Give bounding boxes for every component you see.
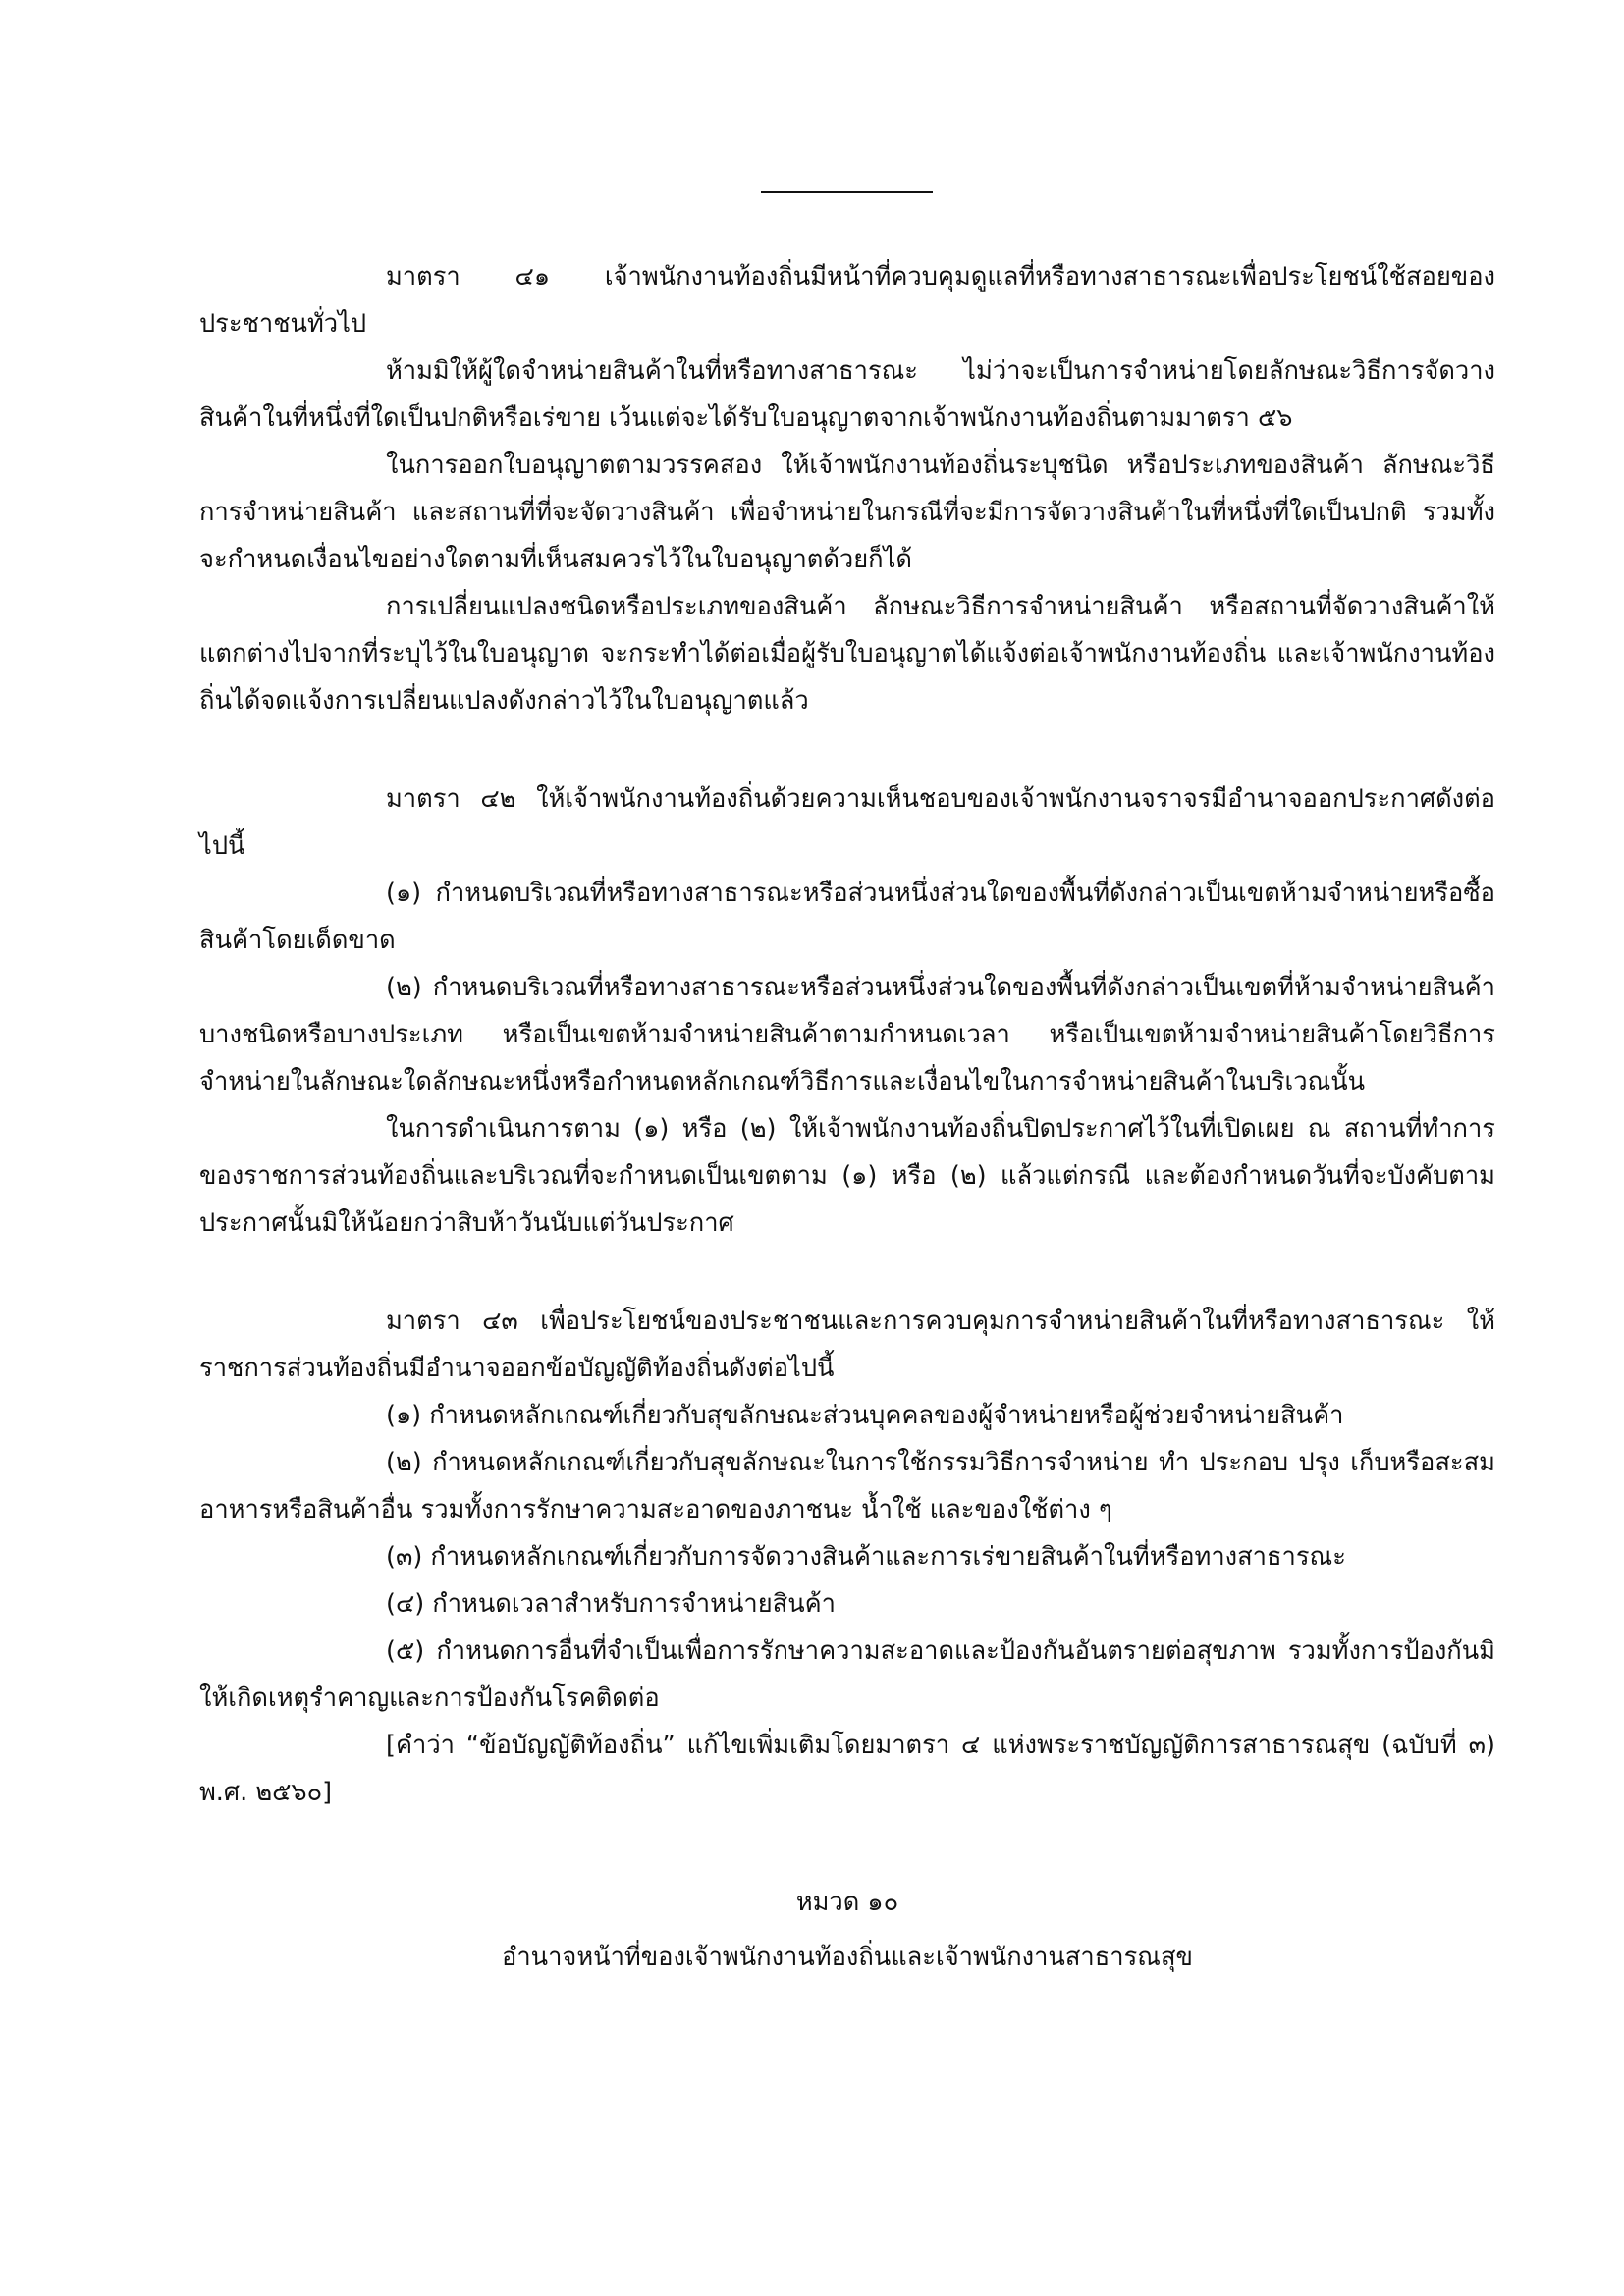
section-42 xyxy=(199,775,1495,1247)
section-42-paragraph: ในการดำเนินการตาม (๑) หรือ (๒) ให้เจ้าพนักงานท้องถิ่นปิดประกาศไว้ในที่เปิดเผย ณ สถานที่ทำการของราชการส่วนท้องถิ่นและบริเวณที่จะกำหนดเป็นเขตตาม (๑) หรือ (๒) แล้วแต่กรณี และต้องกำหนดวันที่จะบังคับตามประกาศนั้นมิให้น้อยกว่าสิบห้าวันนับแต่วันประกาศ xyxy=(199,1114,1495,1238)
section-41-paragraph: ในการออกใบอนุญาตตามวรรคสอง ให้เจ้าพนักงานท้องถิ่นระบุชนิด หรือประเภทของสินค้า ลักษณะวิธีการจำหน่ายสินค้า และสถานที่ที่จะจัดวางสินค้า เพื่อจำหน่ายในกรณีที่จะมีการจัดวางสินค้าในที่หนึ่งที่ใดเป็นปกติ รวมทั้งจะกำหนดเงื่อนไขอย่างใดตามที่เห็นสมควรไว้ในใบอนุญาตด้วยก็ได้ xyxy=(199,451,1495,574)
section-43-item: (๒) กำหนดหลักเกณฑ์เกี่ยวกับสุขลักษณะในการใช้กรรมวิธีการจำหน่าย ทำ ประกอบ ปรุง เก็บหรือสะสมอาหารหรือสินค้าอื่น รวมทั้งการรักษาความสะอาดของภาชนะ น้ำใช้ และของใช้ต่าง ๆ xyxy=(199,1448,1495,1524)
section-43-item: (๔) กำหนดเวลาสำหรับการจำหน่ายสินค้า xyxy=(386,1589,837,1619)
chapter-heading xyxy=(199,1875,1495,1985)
section-43-item: (๓) กำหนดหลักเกณฑ์เกี่ยวกับการจัดวางสินค้าและการเร่ขายสินค้าในที่หรือทางสาธารณะ xyxy=(386,1542,1346,1572)
chapter-number: หมวด ๑๐ xyxy=(795,1888,899,1917)
section-43-item: (๕) กำหนดการอื่นที่จำเป็นเพื่อการรักษาความสะอาดและป้องกันอันตรายต่อสุขภาพ รวมทั้งการป้องกันมิให้เกิดเหตุรำคาญและการป้องกันโรคติดต่อ xyxy=(199,1636,1495,1713)
document-body xyxy=(199,253,1495,1985)
section-43-heading-paragraph: มาตรา ๔๓ เพื่อประโยชน์ของประชาชนและการควบคุมการจำหน่ายสินค้าในที่หรือทางสาธารณะ ให้ราชการส่วนท้องถิ่นมีอำนาจออกข้อบัญญัติท้องถิ่นดังต่อไปนี้ xyxy=(199,1307,1495,1383)
section-43-item: (๑) กำหนดหลักเกณฑ์เกี่ยวกับสุขลักษณะส่วนบุคคลของผู้จำหน่ายหรือผู้ช่วยจำหน่ายสินค้า xyxy=(386,1401,1344,1430)
section-41 xyxy=(199,253,1495,724)
section-42-heading-paragraph: มาตรา ๔๒ ให้เจ้าพนักงานท้องถิ่นด้วยความเห็นชอบของเจ้าพนักงานจราจรมีอำนาจออกประกาศดังต่อไปนี้ xyxy=(199,784,1495,861)
section-43 xyxy=(199,1298,1495,1816)
section-41-heading-paragraph: มาตรา ๔๑ เจ้าพนักงานท้องถิ่นมีหน้าที่ควบคุมดูแลที่หรือทางสาธารณะเพื่อประโยชน์ใช้สอยของประชาชนทั่วไป xyxy=(199,262,1495,339)
section-41-paragraph: การเปลี่ยนแปลงชนิดหรือประเภทของสินค้า ลักษณะวิธีการจำหน่ายสินค้า หรือสถานที่จัดวางสินค้าให้แตกต่างไปจากที่ระบุไว้ในใบอนุญาต จะกระทำได้ต่อเมื่อผู้รับใบอนุญาตได้แจ้งต่อเจ้าพนักงานท้องถิ่น และเจ้าพนักงานท้องถิ่นได้จดแจ้งการเปลี่ยนแปลงดังกล่าวไว้ในใบอนุญาตแล้ว xyxy=(199,592,1495,716)
section-41-paragraph: ห้ามมิให้ผู้ใดจำหน่ายสินค้าในที่หรือทางสาธารณะ ไม่ว่าจะเป็นการจำหน่ายโดยลักษณะวิธีการจัดวางสินค้าในที่หนึ่งที่ใดเป็นปกติหรือเร่ขาย เว้นแต่จะได้รับใบอนุญาตจากเจ้าพนักงานท้องถิ่นตามมาตรา ๕๖ xyxy=(199,356,1495,433)
section-42-item: (๑) กำหนดบริเวณที่หรือทางสาธารณะหรือส่วนหนึ่งส่วนใดของพื้นที่ดังกล่าวเป็นเขตห้ามจำหน่ายหรือซื้อสินค้าโดยเด็ดขาด xyxy=(199,879,1495,955)
top-divider xyxy=(761,191,933,193)
section-42-item: (๒) กำหนดบริเวณที่หรือทางสาธารณะหรือส่วนหนึ่งส่วนใดของพื้นที่ดังกล่าวเป็นเขตที่ห้ามจำหน่ายสินค้าบางชนิดหรือบางประเภท หรือเป็นเขตห้ามจำหน่ายสินค้าตามกำหนดเวลา หรือเป็นเขตห้ามจำหน่ายสินค้าโดยวิธีการจำหน่ายในลักษณะใดลักษณะหนึ่งหรือกำหนดหลักเกณฑ์วิธีการและเงื่อนไขในการจำหน่ายสินค้าในบริเวณนั้น xyxy=(199,973,1495,1096)
chapter-title: อำนาจหน้าที่ของเจ้าพนักงานท้องถิ่นและเจ้าพนักงานสาธารณสุข xyxy=(502,1943,1193,1972)
amendment-note: [คำว่า “ข้อบัญญัติท้องถิ่น” แก้ไขเพิ่มเติมโดยมาตรา ๔ แห่งพระราชบัญญัติการสาธารณสุข (ฉบับที่ ๓) พ.ศ. ๒๕๖๐] xyxy=(199,1731,1495,1807)
